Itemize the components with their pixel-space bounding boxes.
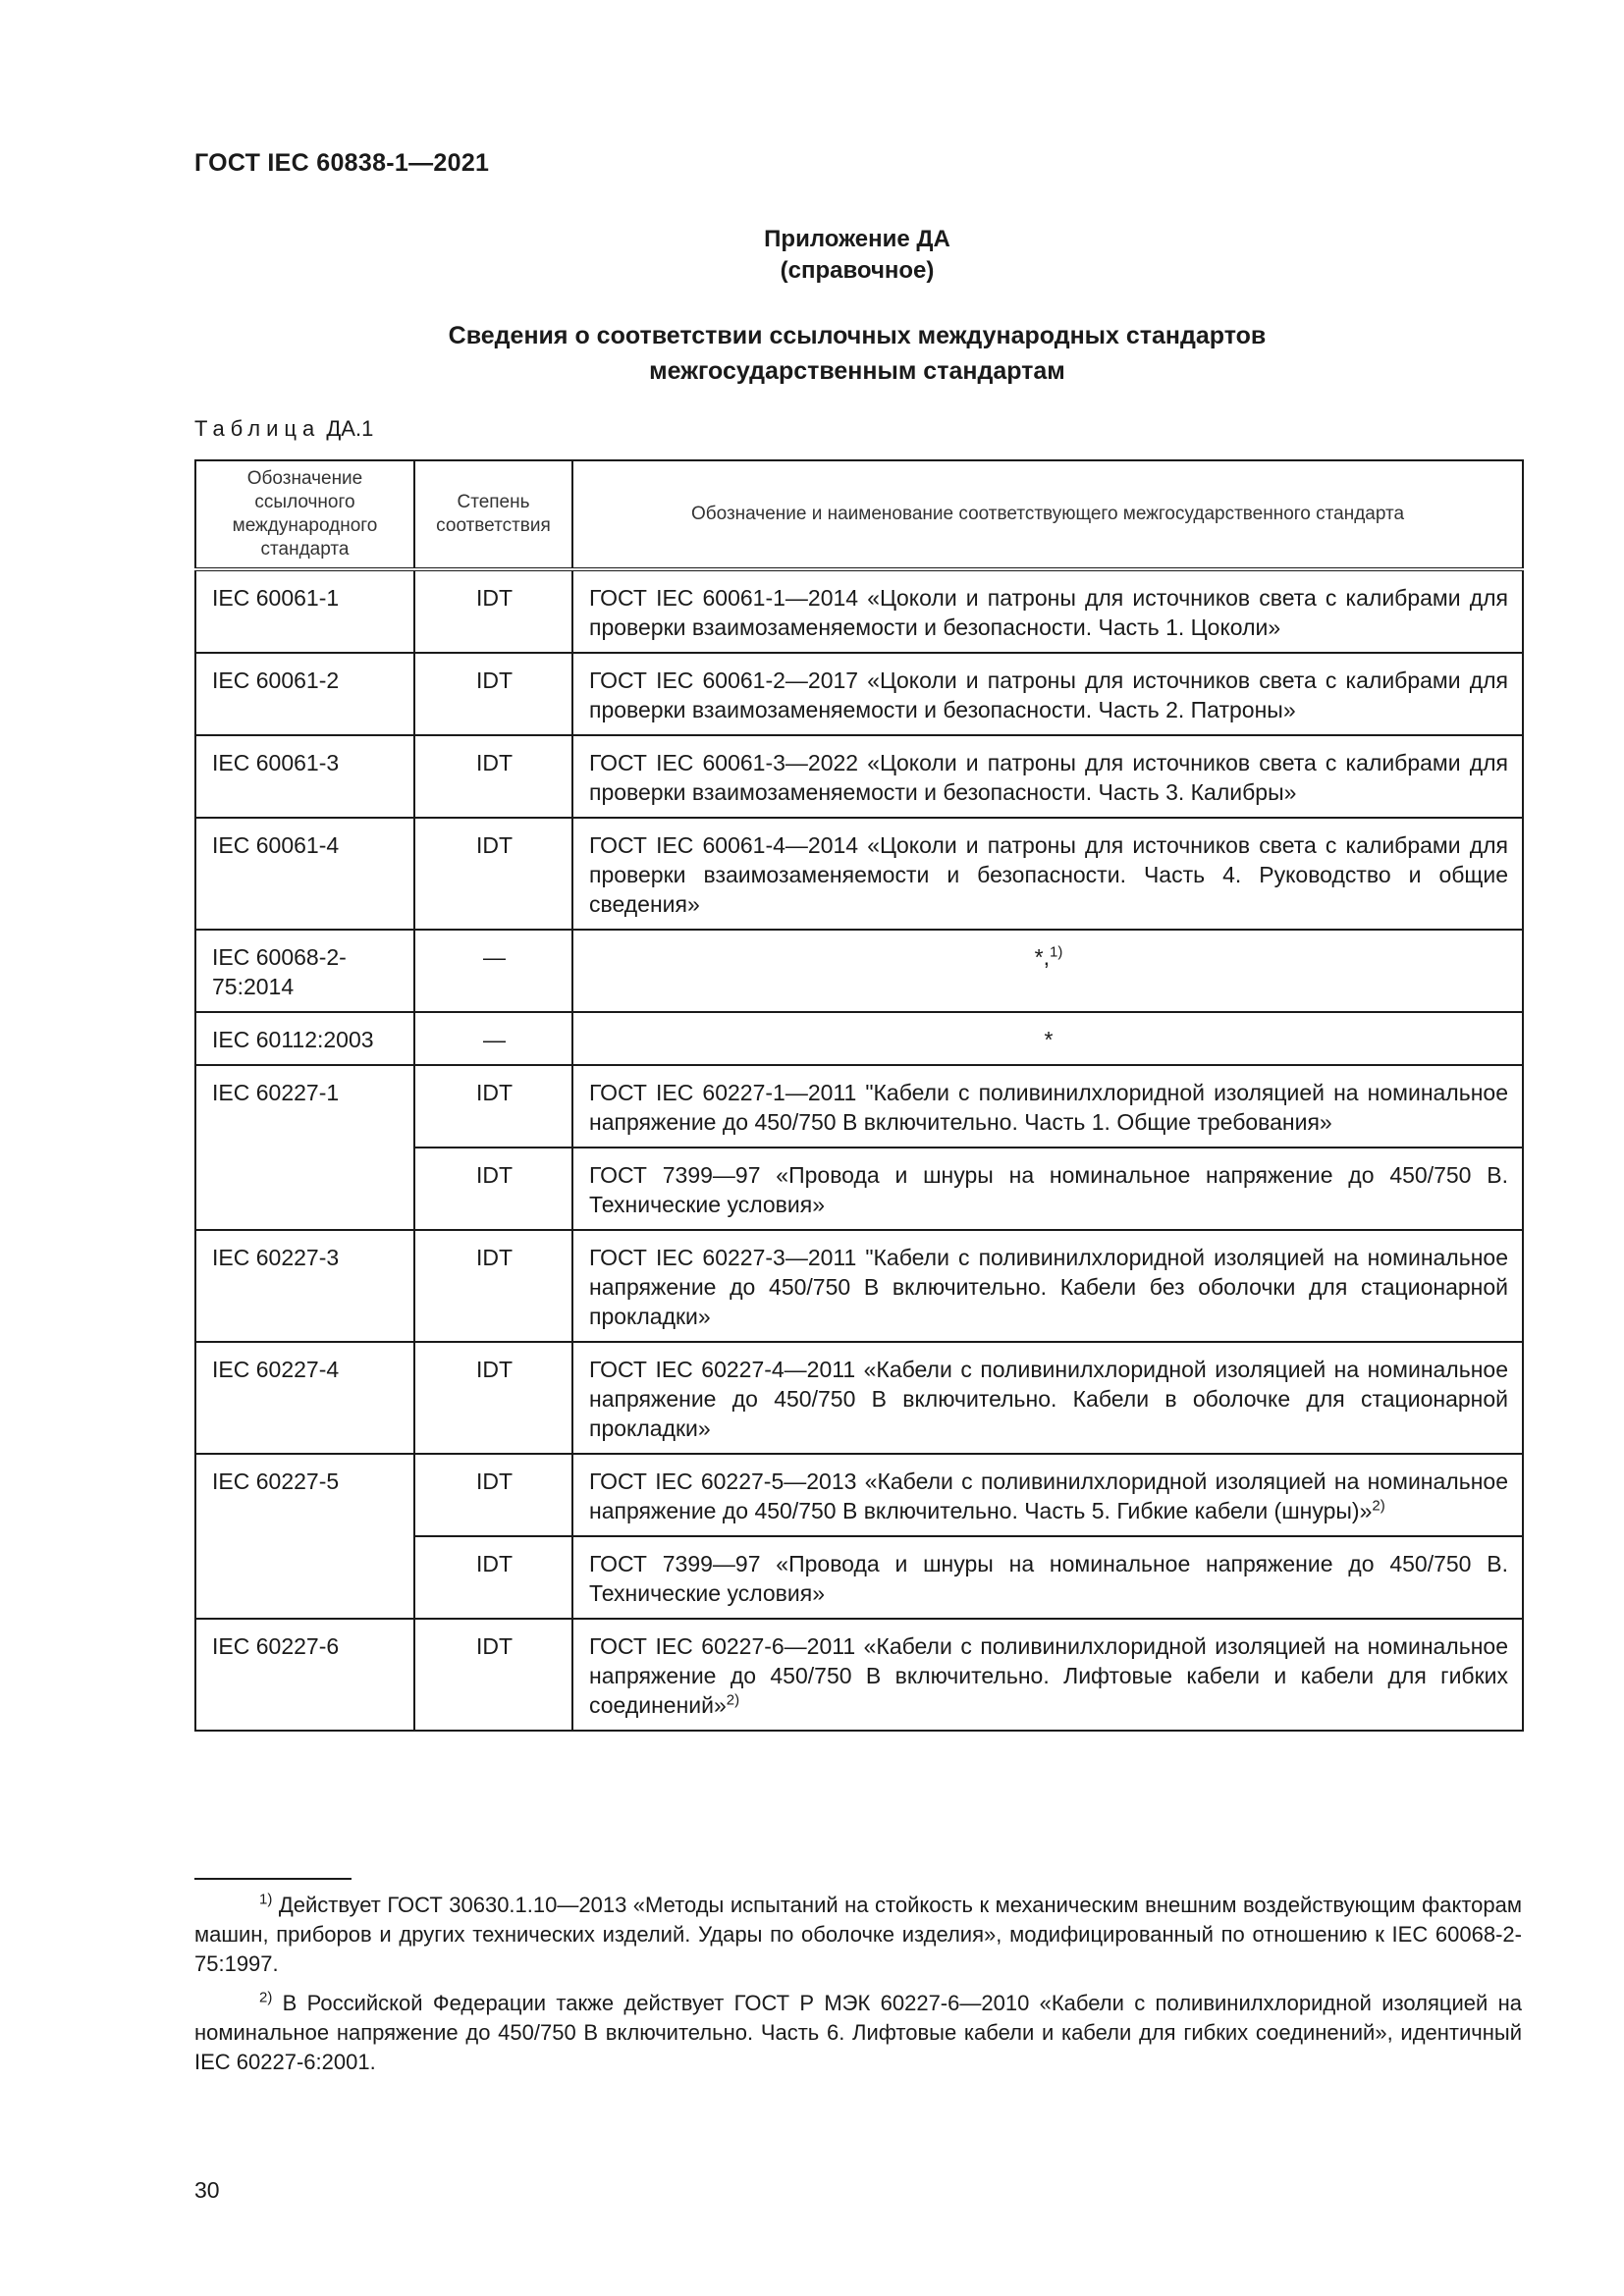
description-cell: ГОСТ IEC 60227-1—2011 "Кабели с поливинилхлоридной изоляцией на номинальное напряжение до 450/750 В включительно. Часть 1. Общие требования»: [572, 1065, 1523, 1148]
footnote-ref: 2): [726, 1691, 740, 1709]
footnote: [194, 1891, 1522, 1979]
ref-cell: IEC 60227-3: [195, 1230, 414, 1342]
ref-cell: IEC 60227-6: [195, 1619, 414, 1731]
annex-title: Приложение ДА: [764, 226, 950, 252]
ref-cell: IEC 60061-2: [195, 653, 414, 735]
ref-cell: IEC 60061-3: [195, 735, 414, 818]
footnote-separator: [194, 1878, 352, 1880]
ref-cell: IEC 60227-5: [195, 1454, 414, 1619]
annex-type: (справочное): [780, 257, 935, 284]
annex-subtitle-line-2: межгосударственным стандартам: [649, 357, 1065, 385]
degree-cell: IDT: [414, 1230, 572, 1342]
description-cell: ГОСТ 7399—97 «Провода и шнуры на номинальное напряжение до 450/750 В. Технические условия»: [572, 1148, 1523, 1230]
table-caption-number: ДА.1: [326, 416, 374, 441]
table-caption-word: Таблица: [194, 416, 321, 441]
description-cell: ГОСТ 7399—97 «Провода и шнуры на номинальное напряжение до 450/750 В. Технические условия»: [572, 1536, 1523, 1619]
description-text: *,: [1034, 944, 1050, 970]
ref-cell: IEC 60061-4: [195, 818, 414, 930]
description-text: ГОСТ IEC 60227-6—2011 «Кабели с поливинилхлоридной изоляцией на номинальное напряжение до 450/750 В включительно. Лифтовые кабели и кабели для гибких соединений»: [589, 1633, 1508, 1718]
footnote-mark: 2): [259, 1989, 273, 2006]
table-row: [195, 1342, 1523, 1454]
table-row: [195, 1619, 1523, 1731]
footnote: [194, 1989, 1522, 2077]
footnote-ref: 2): [1372, 1497, 1385, 1515]
degree-cell: —: [414, 1012, 572, 1065]
degree-cell: IDT: [414, 1454, 572, 1536]
ref-cell: IEC 60068-2-75:2014: [195, 930, 414, 1012]
annex-heading: [194, 224, 1520, 287]
table-row: [195, 653, 1523, 735]
footnote-ref: 1): [1050, 943, 1063, 961]
description-cell: ГОСТ IEC 60227-4—2011 «Кабели с поливинилхлоридной изоляцией на номинальное напряжение до 450/750 В включительно. Кабели в оболочке для стационарной прокладки»: [572, 1342, 1523, 1454]
footnote-mark: 1): [259, 1891, 273, 1908]
description-cell: ГОСТ IEC 60061-2—2017 «Цоколи и патроны для источников света с калибрами для проверки взаимозаменяемости и безопасности. Часть 2. Патроны»: [572, 653, 1523, 735]
document-code: ГОСТ IEC 60838-1—2021: [194, 149, 490, 177]
description-text: ГОСТ IEC 60227-5—2013 «Кабели с поливинилхлоридной изоляцией на номинальное напряжение до 450/750 В включительно. Часть 5. Гибкие кабели (шнуры)»: [589, 1468, 1508, 1523]
table-row: [195, 1012, 1523, 1065]
table-row: [195, 1454, 1523, 1536]
description-cell: ГОСТ IEC 60061-3—2022 «Цоколи и патроны для источников света с калибрами для проверки взаимозаменяемости и безопасности. Часть 3. Калибры»: [572, 735, 1523, 818]
column-header-reference: Обозначение ссылочного международного стандарта: [195, 460, 414, 569]
degree-cell: —: [414, 930, 572, 1012]
footnotes: [194, 1891, 1522, 2087]
table-row: [195, 569, 1523, 653]
footnote-text: Действует ГОСТ 30630.1.10—2013 «Методы испытаний на стойкость к механическим внешним воздействующим факторам машин, приборов и других технических изделий. Удары по оболочке изделия», модифицированный по отношению к IEC 60068-2-75:1997.: [194, 1893, 1522, 1976]
degree-cell: IDT: [414, 569, 572, 653]
column-header-description: Обозначение и наименование соответствующего межгосударственного стандарта: [572, 460, 1523, 569]
footnote-text: В Российской Федерации также действует ГОСТ Р МЭК 60227-6—2010 «Кабели с поливинилхлоридной изоляцией на номинальное напряжение до 450/750 В включительно. Часть 6. Лифтовые кабели и кабели для гибких соединений», идентичный IEC 60227-6:2001.: [194, 1991, 1522, 2074]
degree-cell: IDT: [414, 1342, 572, 1454]
table-row: [195, 735, 1523, 818]
description-cell: ГОСТ IEC 60227-3—2011 "Кабели с поливинилхлоридной изоляцией на номинальное напряжение до 450/750 В включительно. Кабели без оболочки для стационарной прокладки»: [572, 1230, 1523, 1342]
description-cell: ГОСТ IEC 60061-4—2014 «Цоколи и патроны для источников света с калибрами для проверки взаимозаменяемости и безопасности. Часть 4. Руководство и общие сведения»: [572, 818, 1523, 930]
degree-cell: IDT: [414, 1536, 572, 1619]
degree-cell: IDT: [414, 1619, 572, 1731]
table-row: [195, 1230, 1523, 1342]
table-row: [195, 1065, 1523, 1148]
degree-cell: IDT: [414, 1148, 572, 1230]
ref-cell: IEC 60112:2003: [195, 1012, 414, 1065]
degree-cell: IDT: [414, 653, 572, 735]
annex-subtitle-line-1: Сведения о соответствии ссылочных международных стандартов: [448, 322, 1267, 349]
table-row: [195, 930, 1523, 1012]
degree-cell: IDT: [414, 818, 572, 930]
ref-cell: IEC 60061-1: [195, 569, 414, 653]
description-cell: [572, 1619, 1523, 1731]
degree-cell: IDT: [414, 735, 572, 818]
table-caption: [194, 416, 373, 442]
page-number: 30: [194, 2177, 220, 2203]
description-cell: *: [572, 1012, 1523, 1065]
description-cell: ГОСТ IEC 60061-1—2014 «Цоколи и патроны для источников света с калибрами для проверки взаимозаменяемости и безопасности. Часть 1. Цоколи»: [572, 569, 1523, 653]
degree-cell: IDT: [414, 1065, 572, 1148]
ref-cell: IEC 60227-1: [195, 1065, 414, 1230]
annex-subtitle: [194, 318, 1520, 389]
table-header-row: [195, 460, 1523, 569]
ref-cell: IEC 60227-4: [195, 1342, 414, 1454]
reference-standards-table: [194, 459, 1524, 1732]
description-cell: [572, 930, 1523, 1012]
column-header-degree: Степень соответствия: [414, 460, 572, 569]
description-cell: [572, 1454, 1523, 1536]
table-row: [195, 818, 1523, 930]
